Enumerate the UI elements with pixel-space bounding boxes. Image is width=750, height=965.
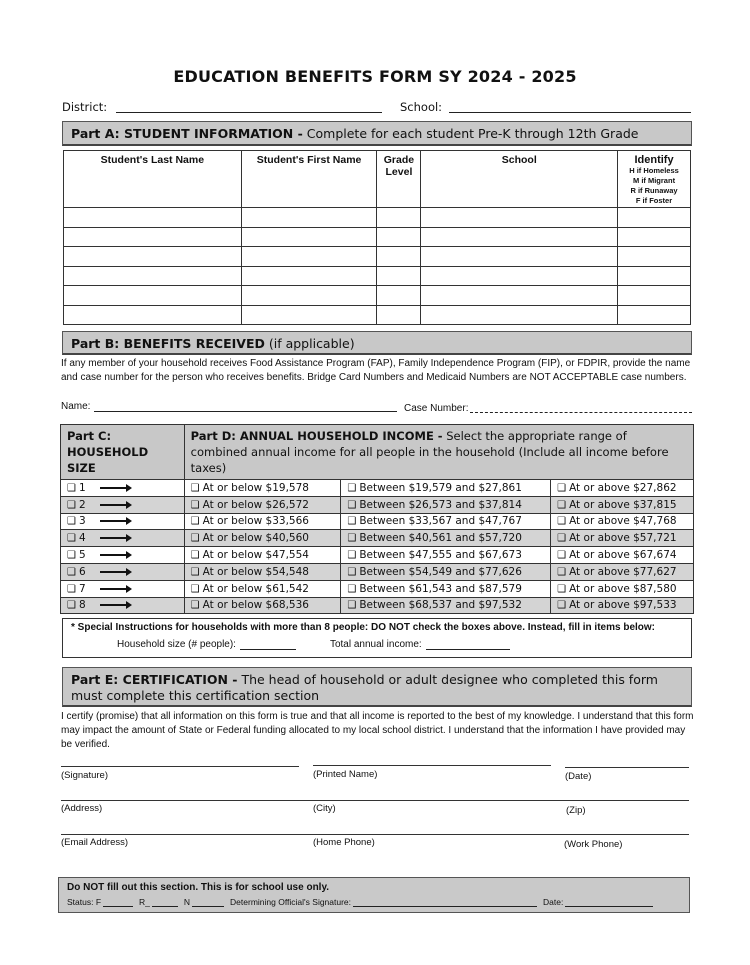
household-size-1[interactable]: ❑ 1: [61, 480, 185, 497]
income-high-option[interactable]: ❑ At or above $47,768: [551, 513, 694, 530]
certification-statement: I certify (promise) that all information on this form is true and that all income is reported to the best of my knowledge. I understand that this form may impact the amount of State or Federal funding allocated to my local school district. I understand that the information I have provided may be verified.: [61, 711, 694, 750]
identify-cell[interactable]: [618, 247, 691, 267]
city-field[interactable]: (City): [313, 803, 336, 814]
grade-cell[interactable]: [377, 305, 421, 325]
last-name-cell[interactable]: [64, 286, 242, 306]
address-field[interactable]: (Address): [61, 803, 103, 814]
income-mid-option[interactable]: ❑ Between $54,549 and $77,626: [341, 563, 551, 580]
last-name-cell[interactable]: [64, 305, 242, 325]
income-table: [60, 424, 694, 614]
income-low-option[interactable]: ❑ At or below $68,536: [184, 597, 341, 614]
arrow-right-icon: [100, 571, 130, 573]
school-cell[interactable]: [421, 247, 618, 267]
school-use-date-label: Date:: [543, 897, 564, 907]
school-field[interactable]: [449, 101, 691, 113]
part-a-header: [62, 121, 692, 146]
printed-name-field[interactable]: (Printed Name): [313, 765, 551, 780]
special-instructions-box: [62, 618, 692, 658]
part-b-header: [62, 331, 692, 355]
income-row: [61, 480, 694, 497]
household-size-5[interactable]: ❑ 5: [61, 547, 185, 564]
identify-foster: F if Foster: [635, 196, 673, 205]
part-b-title: Part B: BENEFITS RECEIVED: [71, 336, 265, 351]
status-n-field[interactable]: [192, 898, 224, 907]
income-mid-option[interactable]: ❑ Between $61,543 and $87,579: [341, 580, 551, 597]
name-field[interactable]: [94, 400, 397, 412]
special-instructions-text: * Special Instructions for households with more than 8 people: DO NOT check the boxes above. Instead, fill in items below:: [71, 622, 655, 633]
income-mid-option[interactable]: ❑ Between $47,555 and $67,673: [341, 547, 551, 564]
home-phone-field[interactable]: (Home Phone): [313, 837, 375, 848]
last-name-cell[interactable]: [64, 247, 242, 267]
part-c-header: Part C: HOUSEHOLD SIZE: [61, 425, 185, 480]
checkbox-icon: ❑: [67, 499, 76, 511]
table-row: [64, 286, 691, 306]
case-number-field[interactable]: [470, 401, 692, 413]
school-use-section: [58, 877, 690, 913]
checkbox-icon: ❑: [67, 482, 76, 494]
first-name-cell[interactable]: [241, 305, 377, 325]
checkbox-icon: ❑: [67, 583, 76, 595]
table-row: [64, 247, 691, 267]
income-high-option[interactable]: ❑ At or above $67,674: [551, 547, 694, 564]
col-grade-level: Grade Level: [377, 151, 421, 208]
income-row: [61, 563, 694, 580]
income-high-option[interactable]: ❑ At or above $37,815: [551, 496, 694, 513]
income-mid-option[interactable]: ❑ Between $26,573 and $37,814: [341, 496, 551, 513]
income-mid-option[interactable]: ❑ Between $68,537 and $97,532: [341, 597, 551, 614]
col-last-name: Student's Last Name: [64, 151, 242, 208]
household-size-label: Household size (# people):: [117, 639, 236, 650]
arrow-right-icon: [100, 537, 130, 539]
arrow-right-icon: [100, 487, 130, 489]
income-high-option[interactable]: ❑ At or above $87,580: [551, 580, 694, 597]
grade-cell[interactable]: [377, 247, 421, 267]
checkbox-icon: ❑: [67, 566, 76, 578]
income-low-option[interactable]: ❑ At or below $61,542: [184, 580, 341, 597]
income-mid-option[interactable]: ❑ Between $33,567 and $47,767: [341, 513, 551, 530]
table-row: [64, 208, 691, 228]
income-low-option[interactable]: ❑ At or below $26,572: [184, 496, 341, 513]
household-size-8[interactable]: ❑ 8: [61, 597, 185, 614]
district-label: District:: [62, 100, 108, 114]
last-name-cell[interactable]: [64, 266, 242, 286]
school-cell[interactable]: [421, 208, 618, 228]
arrow-right-icon: [100, 588, 130, 590]
email-field[interactable]: (Email Address): [61, 837, 129, 848]
household-size-6[interactable]: ❑ 6: [61, 563, 185, 580]
part-e-header: [62, 667, 692, 707]
table-row: [64, 305, 691, 325]
income-low-option[interactable]: ❑ At or below $33,566: [184, 513, 341, 530]
identify-cell[interactable]: [618, 227, 691, 247]
student-info-table: [63, 150, 691, 325]
grade-cell[interactable]: [377, 208, 421, 228]
table-row: [64, 266, 691, 286]
grade-cell[interactable]: [377, 286, 421, 306]
income-low-option[interactable]: ❑ At or below $47,554: [184, 547, 341, 564]
name-label: Name:: [61, 401, 91, 412]
household-size-7[interactable]: ❑ 7: [61, 580, 185, 597]
form-title: EDUCATION BENEFITS FORM SY 2024 - 2025: [173, 67, 577, 86]
part-a-subtitle: Complete for each student Pre-K through 12th Grade: [302, 126, 639, 141]
first-name-cell[interactable]: [241, 266, 377, 286]
status-r-field[interactable]: [152, 898, 178, 907]
income-row: [61, 547, 694, 564]
household-size-2[interactable]: ❑ 2: [61, 496, 185, 513]
table-row: [64, 227, 691, 247]
part-d-header: Part D: ANNUAL HOUSEHOLD INCOME - Select the appropriate range of combined annual income for all people in the household (Include all income before taxes): [184, 425, 693, 480]
income-row: [61, 580, 694, 597]
date-field[interactable]: (Date): [565, 767, 689, 782]
first-name-cell[interactable]: [241, 227, 377, 247]
status-f-label: Status: F: [67, 897, 102, 907]
part-b-subtitle: (if applicable): [264, 336, 355, 351]
household-size-field[interactable]: [240, 638, 296, 650]
total-income-field[interactable]: [426, 638, 510, 650]
income-row: [61, 513, 694, 530]
identify-cell[interactable]: [618, 286, 691, 306]
district-field[interactable]: [116, 101, 382, 113]
col-first-name: Student's First Name: [241, 151, 377, 208]
arrow-right-icon: [100, 604, 130, 606]
arrow-right-icon: [100, 554, 130, 556]
last-name-cell[interactable]: [64, 227, 242, 247]
checkbox-icon: ❑: [67, 533, 76, 545]
work-phone-field[interactable]: (Work Phone): [564, 839, 623, 850]
income-row: [61, 597, 694, 614]
income-low-option[interactable]: ❑ At or below $40,560: [184, 530, 341, 547]
part-a-title: Part A: STUDENT INFORMATION -: [71, 126, 303, 141]
identify-cell[interactable]: [618, 208, 691, 228]
checkbox-icon: ❑: [67, 516, 76, 528]
signature-field[interactable]: (Signature): [61, 766, 299, 781]
school-cell[interactable]: [421, 286, 618, 306]
official-signature-label: Determining Official's Signature:: [230, 897, 352, 907]
income-mid-option[interactable]: ❑ Between $19,579 and $27,861: [341, 480, 551, 497]
household-size-4[interactable]: ❑ 4: [61, 530, 185, 547]
income-high-option[interactable]: ❑ At or above $77,627: [551, 563, 694, 580]
household-size-3[interactable]: ❑ 3: [61, 513, 185, 530]
income-mid-option[interactable]: ❑ Between $40,561 and $57,720: [341, 530, 551, 547]
school-cell[interactable]: [421, 227, 618, 247]
case-number-label: Case Number:: [404, 403, 469, 414]
grade-cell[interactable]: [377, 266, 421, 286]
first-name-cell[interactable]: [241, 247, 377, 267]
first-name-cell[interactable]: [241, 286, 377, 306]
income-high-option[interactable]: ❑ At or above $57,721: [551, 530, 694, 547]
income-low-option[interactable]: ❑ At or below $54,548: [184, 563, 341, 580]
status-n-label: N: [183, 897, 191, 907]
income-high-option[interactable]: ❑ At or above $27,862: [551, 480, 694, 497]
income-row: [61, 530, 694, 547]
grade-cell[interactable]: [377, 227, 421, 247]
identify-cell[interactable]: [618, 305, 691, 325]
identify-homeless: H if Homeless: [629, 166, 679, 175]
identify-runaway: R if Runaway: [630, 186, 678, 195]
col-school: School: [421, 151, 618, 208]
school-use-title: Do NOT fill out this section. This is for school use only.: [67, 882, 330, 893]
arrow-right-icon: [100, 520, 130, 522]
part-e-subtitle: The head of household or adult designee who completed this form must complete this certification section: [71, 672, 658, 703]
school-label: School:: [400, 100, 443, 114]
checkbox-icon: ❑: [67, 550, 76, 562]
first-name-cell[interactable]: [241, 208, 377, 228]
income-row: [61, 496, 694, 513]
school-use-date-field[interactable]: [565, 898, 653, 907]
status-r-label: R_: [139, 897, 150, 907]
school-cell[interactable]: [421, 266, 618, 286]
col-identify: Identify H if Homeless M if Migrant R if Runaway F if Foster: [618, 151, 691, 208]
part-b-instructions: If any member of your household receives Food Assistance Program (FAP), Family Independence Program (FIP), or FDPIR, provide the name and case number for the person who receives benefits. Bridge Card Numbers and Medicaid Numbers are NOT ACCEPTABLE case numbers.: [61, 358, 691, 383]
school-cell[interactable]: [421, 305, 618, 325]
zip-field[interactable]: (Zip): [566, 805, 586, 816]
checkbox-icon: ❑: [67, 600, 76, 612]
income-high-option[interactable]: ❑ At or above $97,533: [551, 597, 694, 614]
identify-cell[interactable]: [618, 266, 691, 286]
last-name-cell[interactable]: [64, 208, 242, 228]
part-e-title: Part E: CERTIFICATION -: [71, 672, 238, 687]
status-f-field[interactable]: [103, 898, 133, 907]
arrow-right-icon: [100, 504, 130, 506]
total-income-label: Total annual income:: [329, 639, 422, 650]
official-signature-field[interactable]: [353, 898, 537, 907]
income-low-option[interactable]: ❑ At or below $19,578: [184, 480, 341, 497]
identify-migrant: M if Migrant: [632, 176, 676, 185]
